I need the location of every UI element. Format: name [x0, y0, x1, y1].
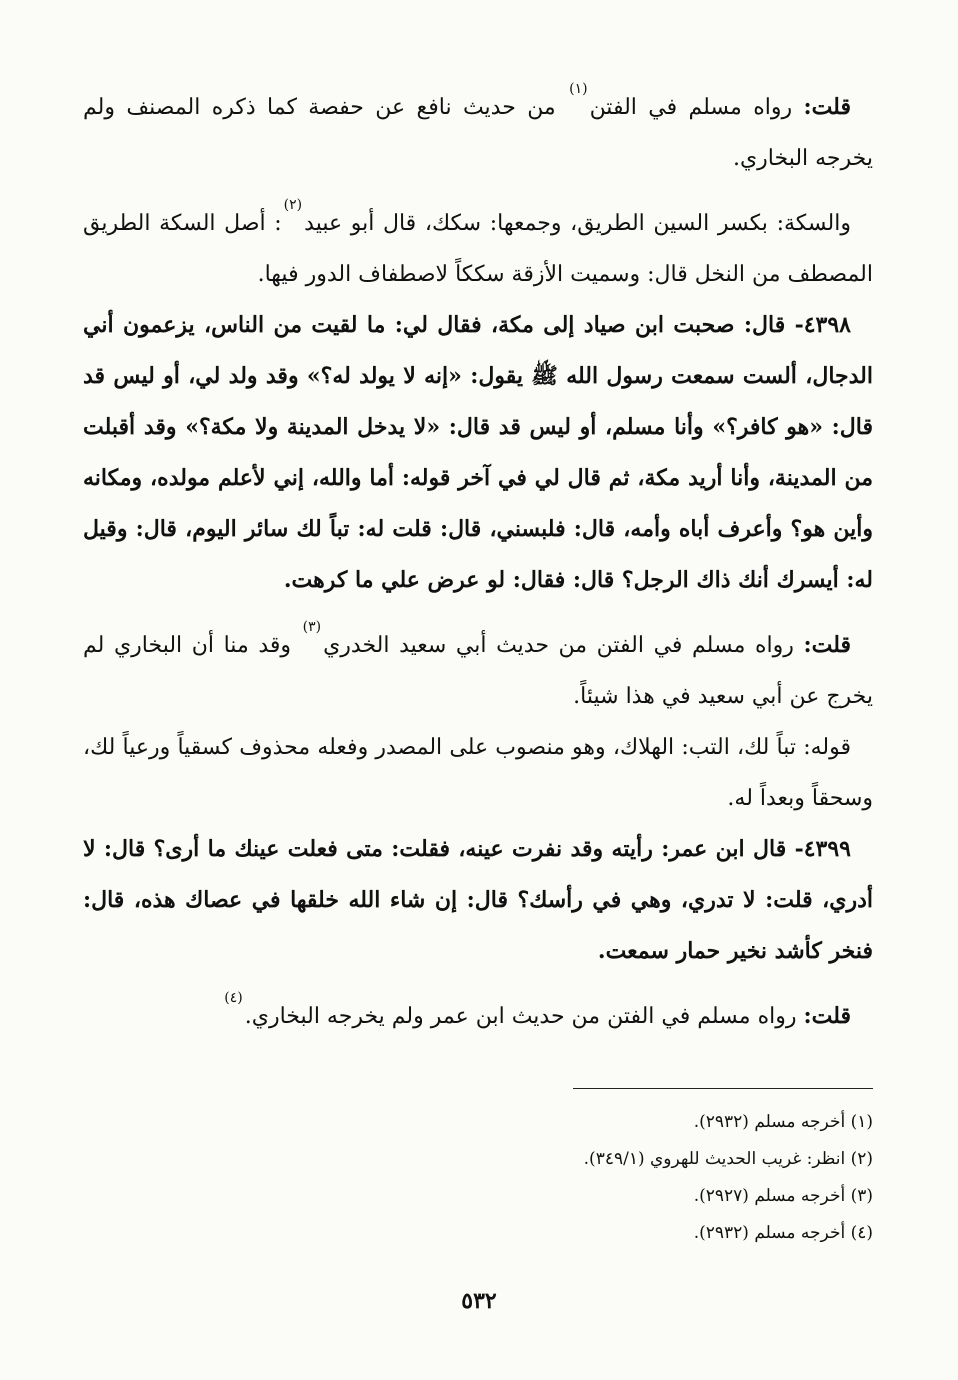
footnote-ref-2: (٢) — [283, 197, 303, 213]
text-segment: رواه مسلم في الفتن — [589, 95, 804, 120]
hadith-4399: ٤٣٩٩- قال ابن عمر: رأيته وقد نفرت عينه، فقلت: متى فعلت عينك ما أرى؟ قال: لا أدري، قلت: لا تدري، وهي في رأسك؟ قال: إن شاء الله خلقها في عصاك هذه، قال: فنخر كأشد نخير حمار سمعت. — [83, 836, 873, 964]
text-segment: والسكة: بكسر السين الطريق، وجمعها: سكك، قال أبو عبيد — [304, 211, 851, 236]
page-number: ٥٣٢ — [461, 1288, 497, 1314]
commentary-paragraph-1 — [83, 82, 873, 184]
qultu-label: قلت: — [803, 1003, 851, 1029]
text-segment: رواه مسلم في الفتن من حديث ابن عمر ولم يخرجه البخاري. — [244, 1004, 804, 1029]
footnote-ref-3: (٣) — [302, 619, 322, 635]
footnote-ref-4: (٤) — [224, 990, 243, 1006]
text-segment: من حديث نافع عن حفصة كما ذكره المصنف ولم يخرجه البخاري. — [83, 95, 873, 171]
footnote-divider — [573, 1088, 873, 1089]
gloss-paragraph-sikka — [83, 198, 873, 300]
commentary-paragraph-2 — [83, 620, 873, 722]
qultu-label: قلت: — [803, 632, 851, 658]
text-segment: رواه مسلم في الفتن من حديث أبي سعيد الخدري — [323, 633, 804, 658]
text-segment: : أصل السكة الطريق المصطف من النخل قال: وسميت الأزقة سككاً لاصطفاف الدور فيها. — [83, 211, 873, 287]
footnote-ref-1: (١) — [569, 81, 588, 97]
gloss-paragraph-tabban: قوله: تباً لك، التب: الهلاك، وهو منصوب على المصدر وفعله محذوف كسقياً ورعياً لك، وسحقاً وبعداً له. — [83, 735, 873, 811]
footnote-3: (٣) أخرجه مسلم (٢٩٢٧). — [693, 1186, 873, 1206]
commentary-paragraph-3 — [83, 991, 873, 1042]
footnote-4: (٤) أخرجه مسلم (٢٩٣٢). — [693, 1223, 873, 1243]
footnote-2: (٢) انظر: غريب الحديث للهروي (٣٤٩/١). — [583, 1149, 873, 1169]
qultu-label: قلت: — [803, 94, 851, 120]
hadith-4398: ٤٣٩٨- قال: صحبت ابن صياد إلى مكة، فقال لي: ما لقيت من الناس، يزعمون أني الدجال، ألست سمعت رسول الله ﷺ يقول: «إنه لا يولد له؟» وقد ولد لي، أو ليس قد قال: «هو كافر؟» وأنا مسلم، أو ليس قد قال: «لا يدخل المدينة ولا مكة؟» وقد أقبلت من المدينة، وأنا أريد مكة، ثم قال لي في آخر قوله: أما والله، إني لأعلم مولده، ومكانه وأين هو؟ وأعرف أباه وأمه، قال: فلبسني، قال: قلت له: تباً لك سائر اليوم، قال: وقيل له: أيسرك أنك ذاك الرجل؟ قال: فقال: لو عرض علي ما كرهت. — [83, 312, 873, 593]
footnotes — [83, 1104, 873, 1252]
text-segment: وقد منا أن البخاري لم يخرج عن أبي سعيد في هذا شيئاً. — [83, 633, 873, 709]
footnote-1: (١) أخرجه مسلم (٢٩٣٢). — [693, 1112, 873, 1132]
main-text — [83, 82, 873, 1042]
